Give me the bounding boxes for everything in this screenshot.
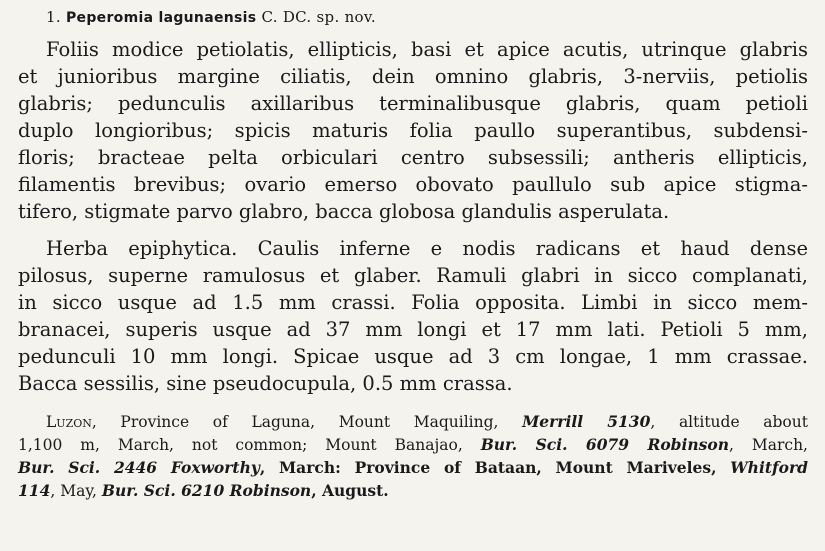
habit-line-4: branacei, superis usque ad 37 mm longi et 17 mm lati. Petioli 5 mm,	[18, 318, 808, 341]
specimen-text: , Province of Laguna, Mount Maquiling,	[91, 413, 523, 431]
latin-line-5: floris; bracteae pelta orbiculari centro subsessili; antheris ellipticis,	[18, 146, 808, 169]
specimen-line-2	[18, 434, 808, 456]
specimen-collector: Merrill 5130	[522, 412, 651, 431]
latin-line-6: filamentis brevibus; ovario emerso obovato paullulo sub apice stigma-	[18, 173, 808, 196]
latin-line-3: glabris; pedunculis axillaribus terminalibusque glabris, quam petioli	[18, 92, 808, 115]
habit-line-3: in sicco usque ad 1.5 mm crassi. Folia opposita. Limbi in sicco mem-	[18, 291, 808, 314]
specimen-line-1	[46, 411, 808, 433]
specimen-collector: Bur. Sci. 6079 Robinson	[480, 435, 730, 454]
latin-line-7: tifero, stigmate parvo glabro, bacca globosa glandulis asperulata.	[18, 200, 670, 223]
specimen-text: , May,	[50, 482, 102, 500]
specimen-region: Luzon	[46, 413, 92, 431]
habit-line-5: pedunculi 10 mm longi. Spicae usque ad 3 cm longae, 1 mm crassae.	[18, 345, 808, 368]
habit-line-2: pilosus, superne ramulosus et glaber. Ramuli glabri in sicco complanati,	[18, 264, 808, 287]
specimen-collector: Whitford	[730, 458, 809, 477]
species-author: C. DC. sp. nov.	[261, 8, 376, 26]
species-name: Peperomia lagunaensis	[66, 10, 257, 26]
latin-line-4: duplo longioribus; spicis maturis folia paullo superantibus, subdensi-	[18, 119, 808, 142]
latin-line-2: et junioribus margine ciliatis, dein omnino glabris, 3-nerviis, petiolis	[18, 65, 808, 88]
habit-line-1: Herba epiphytica. Caulis inferne e nodis radicans et haud dense	[46, 237, 808, 260]
specimen-text: , August.	[311, 481, 389, 500]
specimen-text: 1,100 m, March, not common; Mount Banajao,	[18, 436, 481, 454]
specimen-line-4	[18, 480, 458, 502]
specimen-text: , altitude about	[650, 413, 808, 431]
specimen-text: , March: Province of Bataan, Mount Mariveles,	[259, 458, 731, 477]
habit-line-6: Bacca sessilis, sine pseudocupula, 0.5 mm crassa.	[18, 372, 513, 395]
specimen-collector: Bur. Sci. 2446 Foxworthy	[18, 458, 260, 477]
specimen-text: , March,	[729, 436, 808, 454]
species-heading	[46, 8, 376, 27]
specimen-line-3	[18, 457, 808, 479]
latin-line-1: Foliis modice petiolatis, ellipticis, basi et apice acutis, utrinque glabris	[46, 38, 808, 61]
specimen-collector: Bur. Sci. 6210 Robinson	[101, 481, 312, 500]
species-number: 1.	[46, 8, 61, 26]
specimen-collector: 114	[18, 481, 51, 500]
